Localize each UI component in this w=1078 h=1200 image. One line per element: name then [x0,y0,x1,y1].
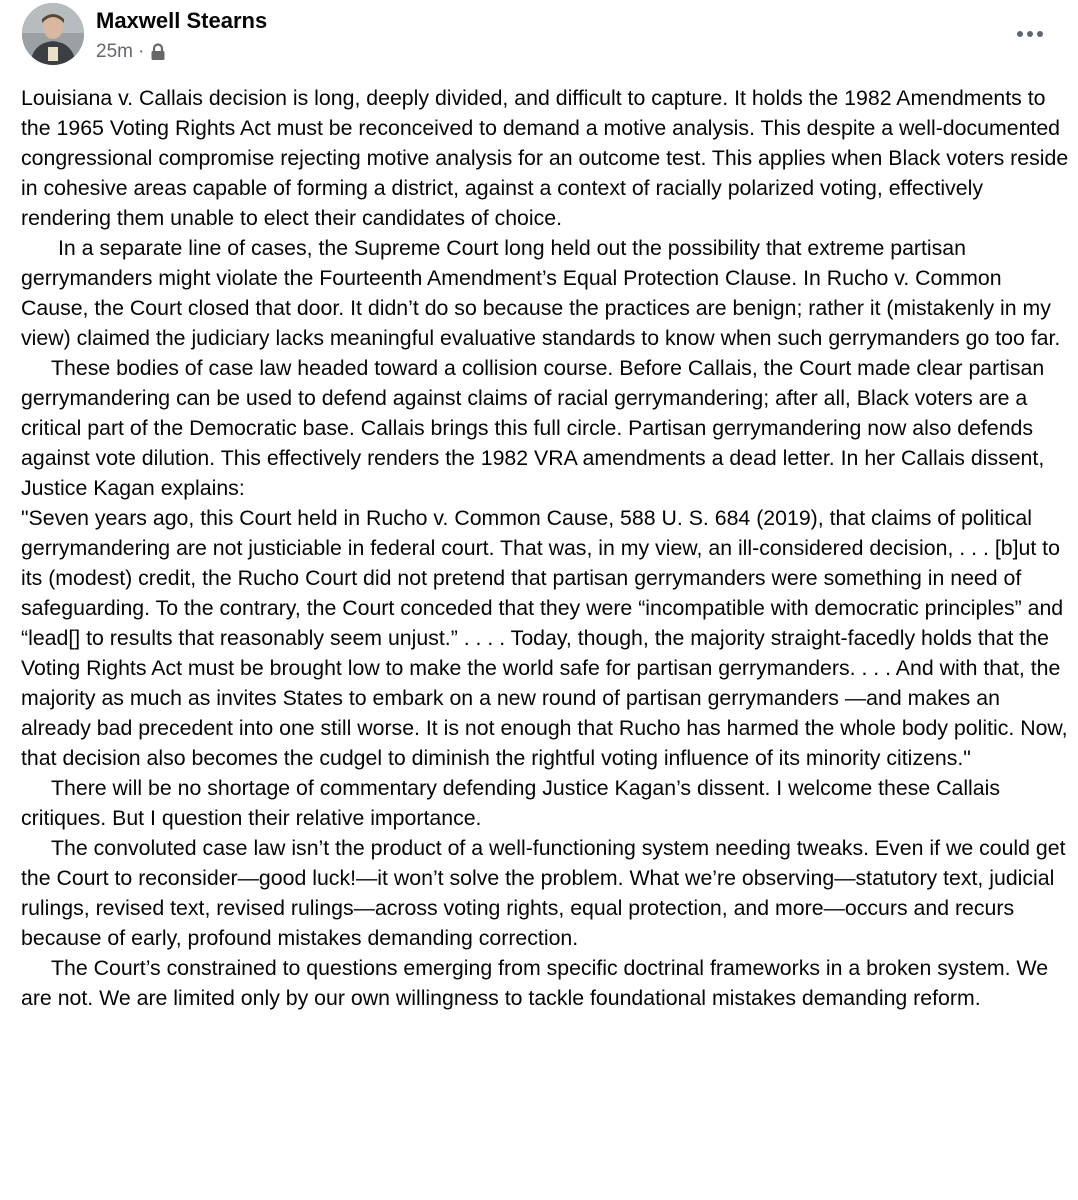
post-body [21,83,1073,1013]
post-paragraph: The convoluted case law isn’t the product of a well-functioning system needing tweaks. Even if we could get the Court to reconsider—good luck!—it won’t solve the problem. What we’re observing—statutory text, judicial rulings, revised text, revised rulings—across voting rights, equal protection, and more—occurs and recurs because of early, profound mistakes demanding correction. [21,836,1066,950]
post-meta [96,41,166,63]
post-paragraph: Louisiana v. Callais decision is long, deeply divided, and difficult to capture. It holds the 1982 Amendments to the 1965 Voting Rights Act must be reconceived to demand a motive analysis. This despite a well-documented congressional compromise rejecting motive analysis for an outcome test. This applies when Black voters reside in cohesive areas capable of forming a district, against a context of racially polarized voting, effectively rendering them unable to elect their candidates of choice. [21,86,1069,230]
author-name[interactable]: Maxwell Stearns [96,8,268,33]
post-header [22,3,1058,69]
meta-separator: · [137,41,145,62]
post-paragraph: These bodies of case law headed toward a collision course. Before Callais, the Court made clear partisan gerrymandering can be used to defend against claims of racial gerrymandering; after all, Black voters are a critical part of the Democratic base. Callais brings this full circle. Partisan gerrymandering now also defends against vote dilution. This effectively renders the 1982 VRA amendments a dead letter. In her Callais dissent, Justice Kagan explains: [21,356,1045,500]
more-options-button[interactable] [1010,19,1050,49]
post-paragraph: The Court’s constrained to questions emerging from specific doctrinal frameworks in a broken system. We are not. We are limited only by our own willingness to tackle foundational mistakes demanding reform. [21,956,1049,1010]
post-paragraph: In a separate line of cases, the Supreme Court long held out the possibility that extreme partisan gerrymanders might violate the Fourteenth Amendment’s Equal Protection Clause. In Rucho v. Common Cause, the Court closed that door. It didn’t do so because the practices are benign; rather it (mistakenly in my view) claimed the judiciary lacks meaningful evaluative standards to know when such gerrymanders go too far. [21,236,1061,350]
lock-icon[interactable] [150,43,166,61]
post-quote: "Seven years ago, this Court held in Rucho v. Common Cause, 588 U. S. 684 (2019), that claims of political gerrymandering are not justiciable in federal court. That was, in my view, an ill-considered decision, . . . [b]ut to its (modest) credit, the Rucho Court did not pretend that partisan gerrymanders were something in need of safeguarding. To the contrary, the Court conceded that they were “incompatible with democratic principles” and “lead[] to results that reasonably seem unjust.” . . . . Today, though, the majority straight-facedly holds that the Voting Rights Act must be brought low to make the world safe for partisan gerrymanders. . . . And with that, the majority as much as invites States to embark on a new round of partisan gerrymanders —and makes an already bad precedent into one still worse. It is not enough that Rucho has harmed the whole body politic. Now, that decision also becomes the cudgel to diminish the rightful voting influence of its minority citizens." [21,506,1068,770]
avatar[interactable] [22,3,84,65]
post-paragraph: There will be no shortage of commentary defending Justice Kagan’s dissent. I welcome these Callais critiques. But I question their relative importance. [21,776,1001,830]
more-options-icon [1016,25,1044,43]
post-time[interactable]: 25m [96,41,133,62]
